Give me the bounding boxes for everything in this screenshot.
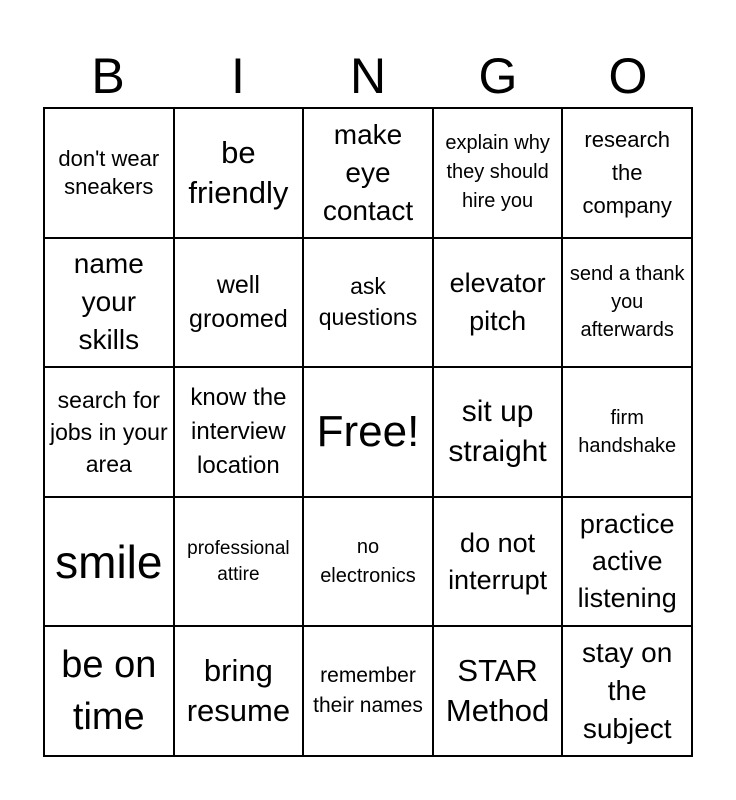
- bingo-cell[interactable]: sit up straight: [433, 367, 563, 497]
- bingo-cell[interactable]: send a thank you afterwards: [562, 238, 692, 368]
- bingo-cell[interactable]: don't wear sneakers: [44, 108, 174, 238]
- bingo-cell[interactable]: be friendly: [174, 108, 304, 238]
- header-letter-o: O: [608, 48, 648, 104]
- bingo-cell[interactable]: know the interview location: [174, 367, 304, 497]
- bingo-cell[interactable]: well groomed: [174, 238, 304, 368]
- bingo-cell[interactable]: search for jobs in your area: [44, 367, 174, 497]
- header-letter-n: N: [349, 48, 387, 104]
- header-letter-b: B: [91, 48, 125, 104]
- bingo-cell[interactable]: practice active listening: [562, 497, 692, 627]
- bingo-cell[interactable]: explain why they should hire you: [433, 108, 563, 238]
- bingo-cell[interactable]: firm handshake: [562, 367, 692, 497]
- bingo-cell-free[interactable]: Free!: [303, 367, 433, 497]
- bingo-cell[interactable]: bring resume: [174, 626, 304, 756]
- bingo-cell[interactable]: STAR Method: [433, 626, 563, 756]
- bingo-cell[interactable]: make eye contact: [303, 108, 433, 238]
- bingo-cell[interactable]: do not interrupt: [433, 497, 563, 627]
- bingo-board: [43, 107, 693, 757]
- bingo-cell[interactable]: remember their names: [303, 626, 433, 756]
- header-letter-i: I: [231, 48, 245, 104]
- bingo-cell[interactable]: no electronics: [303, 497, 433, 627]
- bingo-cell[interactable]: research the company: [562, 108, 692, 238]
- header-letter-g: G: [478, 48, 518, 104]
- bingo-cell[interactable]: ask questions: [303, 238, 433, 368]
- bingo-cell[interactable]: professional attire: [174, 497, 304, 627]
- bingo-cell[interactable]: be on time: [44, 626, 174, 756]
- bingo-cell[interactable]: stay on the subject: [562, 626, 692, 756]
- bingo-cell[interactable]: name your skills: [44, 238, 174, 368]
- bingo-cell[interactable]: elevator pitch: [433, 238, 563, 368]
- bingo-header: [43, 48, 693, 104]
- bingo-cell[interactable]: smile: [44, 497, 174, 627]
